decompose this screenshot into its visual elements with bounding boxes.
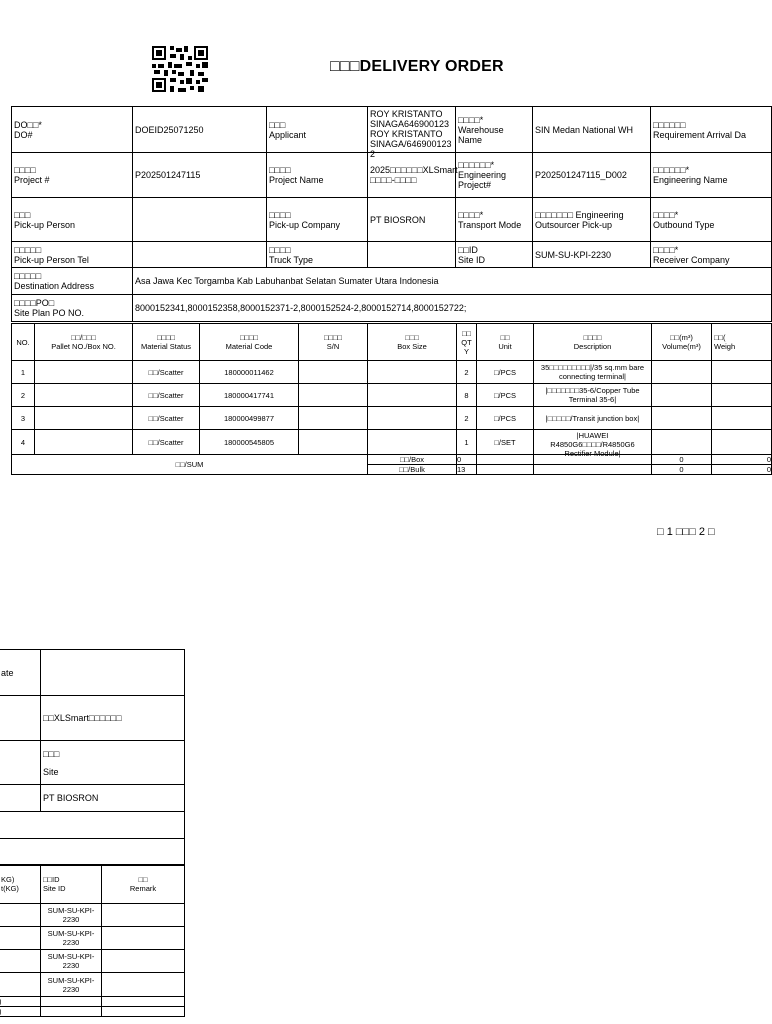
page2-row <box>0 785 185 812</box>
sum-box-unit <box>477 455 534 465</box>
sum-box-label: □□/Box <box>368 455 457 465</box>
sum-label: □□/SUM <box>12 455 368 475</box>
table-row <box>0 950 185 973</box>
document-title: □□□DELIVERY ORDER <box>330 58 504 75</box>
table-row <box>0 904 185 927</box>
sum-bulk-unit <box>477 465 534 475</box>
page-indicator: □ 1 □□□ 2 □ <box>657 526 715 538</box>
project-name-value: 2025□□□□□□XLSmart □□□□-□□□□ <box>368 153 456 198</box>
arrival-date-label: □□□□□□ Requirement Arrival Da <box>651 107 772 153</box>
project-number-label: □□□□ Project # <box>12 153 133 198</box>
cell-qty: 1 <box>457 430 477 455</box>
destination-value: Asa Jawa Kec Torgamba Kab Labuhanbat Selatan Sumater Utara Indonesia <box>133 268 772 295</box>
page2-cell-left <box>0 741 41 785</box>
cell-pallet <box>35 430 133 455</box>
warehouse-label: □□□□* Warehouse Name <box>456 107 533 153</box>
table-row <box>12 430 772 455</box>
cell-remark <box>102 950 185 973</box>
table-row <box>12 361 772 384</box>
cell-site-id <box>41 1007 102 1017</box>
cell-site-id: SUM-SU-KPI-2230 <box>41 973 102 997</box>
page2-cell-left <box>0 696 41 741</box>
truck-type-value <box>368 242 456 268</box>
cell-site-id <box>41 997 102 1007</box>
cell-pallet <box>35 361 133 384</box>
pickup-tel-label: □□□□□ Pick-up Person Tel <box>12 242 133 268</box>
destination-label: □□□□□ Destination Address <box>12 268 133 295</box>
site-plan-po-label: □□□□PO□ Site Plan PO NO. <box>12 295 133 322</box>
col-code: □□□□ Material Code <box>200 324 299 361</box>
header-row <box>12 107 772 153</box>
table-row <box>12 384 772 407</box>
cell-volume <box>652 384 712 407</box>
col-pallet: □□/□□□ Pallet NO./Box NO. <box>35 324 133 361</box>
page2-row <box>0 650 185 696</box>
cell-status: □□/Scatter <box>133 361 200 384</box>
cell-box <box>368 384 457 407</box>
cell-description: |□□□□□/Transit junction box| <box>534 407 652 430</box>
page2-cell-value: PT BIOSRON <box>41 785 185 812</box>
cell-pallet <box>35 384 133 407</box>
header-row <box>12 268 772 295</box>
receiver-company-label: □□□□* Receiver Company <box>651 242 772 268</box>
cell-weight <box>712 361 772 384</box>
applicant-label: □□□ Applicant <box>267 107 368 153</box>
sum-row <box>0 997 185 1007</box>
cell-description: |HUAWEI R4850G6□□□□/R4850G6 Rectifier Module| <box>534 430 652 455</box>
cell-code: 180000011462 <box>200 361 299 384</box>
cell-status: □□/Scatter <box>133 430 200 455</box>
page2-row <box>0 812 185 839</box>
col-weight: □□( Weigh <box>712 324 772 361</box>
cell-sn <box>299 407 368 430</box>
page2-items-header <box>0 865 185 904</box>
warehouse-value: SIN Medan National WH <box>533 107 651 153</box>
page2-cell-left <box>0 785 41 812</box>
cell-site-id: SUM-SU-KPI-2230 <box>41 904 102 927</box>
col-site-id: □□ID Site ID <box>41 865 102 904</box>
delivery-header-table <box>11 106 772 322</box>
cell-weight <box>712 407 772 430</box>
cell-qty: 8 <box>457 384 477 407</box>
cell-volume <box>652 430 712 455</box>
engineering-name-label: □□□□□□* Engineering Name <box>651 153 772 198</box>
page2-cell-value: □□□ Site <box>41 741 185 785</box>
cell-unit: □/PCS <box>477 407 534 430</box>
page2-cell-value: □□XLSmart□□□□□□ <box>41 696 185 741</box>
transport-mode-label: □□□□* Transport Mode <box>456 198 533 242</box>
page2-cell-empty <box>0 839 185 866</box>
transport-mode-value: □□□□□□□ Engineering Outsourcer Pick-up <box>533 198 651 242</box>
cell-no: 2 <box>12 384 35 407</box>
sum-row <box>0 1007 185 1017</box>
col-description: □□□□ Description <box>534 324 652 361</box>
cell-box <box>368 361 457 384</box>
page2-row <box>0 696 185 741</box>
cell-remark <box>102 927 185 950</box>
do-number-label: DO□□* DO# <box>12 107 133 153</box>
cell-sn <box>299 430 368 455</box>
table-row <box>0 973 185 997</box>
project-number-value: P202501247115 <box>133 153 267 198</box>
cell-sn <box>299 384 368 407</box>
cell-status: □□/Scatter <box>133 384 200 407</box>
cell-box <box>368 407 457 430</box>
pickup-person-label: □□□ Pick-up Person <box>12 198 133 242</box>
qr-code <box>152 46 208 92</box>
do-number-value: DOEID25071250 <box>133 107 267 153</box>
applicant-value: ROY KRISTANTO SINAGA646900123 ROY KRISTANTO SINAGA/646900123 2 <box>368 107 456 153</box>
header-row <box>12 242 772 268</box>
cell-no: 4 <box>12 430 35 455</box>
cell-pallet <box>35 407 133 430</box>
col-unit: □□ Unit <box>477 324 534 361</box>
sum-bulk-desc <box>534 465 652 475</box>
cell-remark <box>102 997 185 1007</box>
cell-remark <box>102 1007 185 1017</box>
cell-weight <box>0 904 41 927</box>
cell-site-id: SUM-SU-KPI-2230 <box>41 950 102 973</box>
page2-items-table <box>0 864 185 1017</box>
cell-code: 180000417741 <box>200 384 299 407</box>
col-remark: □□ Remark <box>102 865 185 904</box>
cell-weight <box>0 950 41 973</box>
col-sn: □□□□ S/N <box>299 324 368 361</box>
cell-unit: □/PCS <box>477 384 534 407</box>
cell-status: □□/Scatter <box>133 407 200 430</box>
header-row <box>12 295 772 322</box>
cell-volume <box>652 407 712 430</box>
cell-no: 1 <box>12 361 35 384</box>
sum-box-qty: 0 <box>457 455 477 465</box>
project-name-label: □□□□ Project Name <box>267 153 368 198</box>
header-row <box>12 153 772 198</box>
outbound-type-label: □□□□* Outbound Type <box>651 198 772 242</box>
cell-site-id: SUM-SU-KPI-2230 <box>41 927 102 950</box>
sum-box-weight: 0 <box>712 455 772 465</box>
col-no: NO. <box>12 324 35 361</box>
pickup-company-label: □□□□ Pick-up Company <box>267 198 368 242</box>
cell-description: |□□□□□□□35-6/Copper Tube Terminal 35-6| <box>534 384 652 407</box>
cell-weight <box>0 973 41 997</box>
cell-weight <box>712 430 772 455</box>
header-row <box>12 198 772 242</box>
cell-qty: 2 <box>457 361 477 384</box>
sum-row <box>12 455 772 465</box>
truck-type-label: □□□□ Truck Type <box>267 242 368 268</box>
cell-sn <box>299 361 368 384</box>
page2-cell-left: ate <box>0 650 41 696</box>
page2-header-table <box>0 649 185 866</box>
sum-box-volume: 0 <box>652 455 712 465</box>
col-status: □□□□ Material Status <box>133 324 200 361</box>
table-row <box>0 927 185 950</box>
items-header-row <box>12 324 772 361</box>
cell-unit: □/SET <box>477 430 534 455</box>
cell-weight <box>0 997 41 1007</box>
cell-code: 180000545805 <box>200 430 299 455</box>
col-weight-cont: KG) t(KG) <box>0 865 41 904</box>
cell-volume <box>652 361 712 384</box>
site-plan-po-value: 8000152341,8000152358,8000152371-2,8000152524-2,8000152714,8000152722; <box>133 295 772 322</box>
col-volume: □□(m³) Volume(m³) <box>652 324 712 361</box>
sum-bulk-weight: 0 <box>712 465 772 475</box>
cell-weight <box>0 1007 41 1017</box>
items-table <box>11 323 772 475</box>
pickup-person-value <box>133 198 267 242</box>
engineering-project-label: □□□□□□* Engineering Project# <box>456 153 533 198</box>
cell-qty: 2 <box>457 407 477 430</box>
pickup-tel-value <box>133 242 267 268</box>
col-box-size: □□□ Box Size <box>368 324 457 361</box>
cell-unit: □/PCS <box>477 361 534 384</box>
cell-weight <box>0 927 41 950</box>
site-id-value: SUM-SU-KPI-2230 <box>533 242 651 268</box>
page2-cell-empty <box>0 812 185 839</box>
cell-code: 180000499877 <box>200 407 299 430</box>
pickup-company-value: PT BIOSRON <box>368 198 456 242</box>
cell-description: 35□□□□□□□□□|/35 sq.mm bare connecting terminal| <box>534 361 652 384</box>
page2-row <box>0 741 185 785</box>
col-qty: □□ QTY <box>457 324 477 361</box>
sum-bulk-label: □□/Bulk <box>368 465 457 475</box>
cell-no: 3 <box>12 407 35 430</box>
cell-box <box>368 430 457 455</box>
cell-remark <box>102 973 185 997</box>
site-id-label: □□ID Site ID <box>456 242 533 268</box>
cell-remark <box>102 904 185 927</box>
engineering-project-value: P202501247115_D002 <box>533 153 651 198</box>
sum-bulk-volume: 0 <box>652 465 712 475</box>
sum-bulk-qty: 13 <box>457 465 477 475</box>
cell-weight <box>712 384 772 407</box>
page2-cell-value <box>41 650 185 696</box>
table-row <box>12 407 772 430</box>
page2-row <box>0 839 185 866</box>
